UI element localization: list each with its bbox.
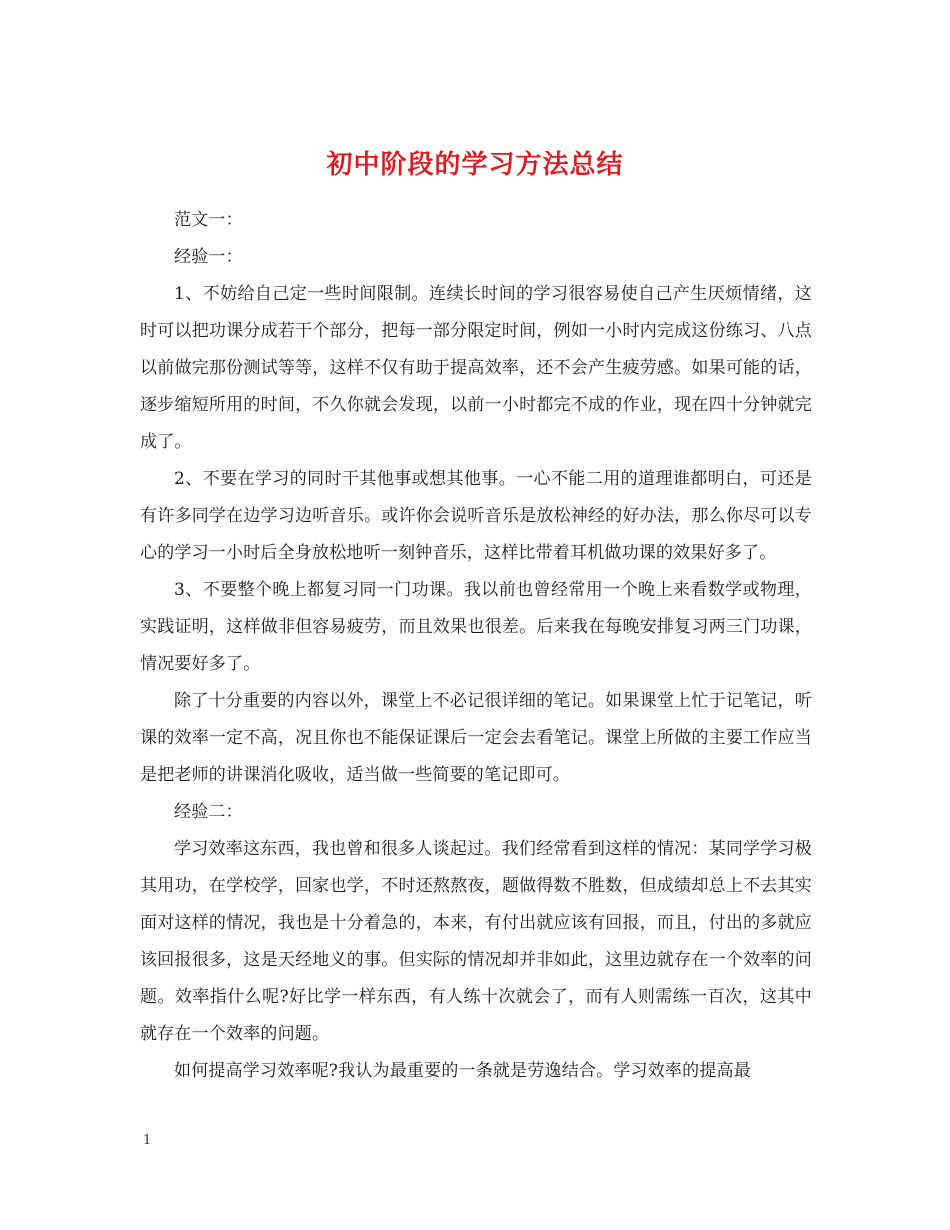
paragraph-efficiency: 学习效率这东西，我也曾和很多人谈起过。我们经常看到这样的情况：某同学学习极其用功，在学校学，回家也学，不时还熬熬夜，题做得数不胜数，但成绩却总上不去其实面对这样的情况，我也是十分着急的，本来，有付出就应该有回报，而且，付出的多就应该回报很多，这是天经地义的事。但实际的情况却并非如此，这里边就存在一个效率的问题。效率指什么呢?好比学一样东西，有人练十次就会了，而有人则需练一百次，这其中就存在一个效率的问题。 (140, 839, 812, 1044)
page-number: 1 (143, 1133, 152, 1148)
paragraph-time-limit: 1、不妨给自己定一些时间限制。连续长时间的学习很容易使自己产生厌烦情绪，这时可以把功课分成若干个部分，把每一部分限定时间，例如一小时内完成这份练习、八点以前做完那份测试等等，这样不仅有助于提高效率，还不会产生疲劳感。如果可能的话，逐步缩短所用的时间，不久你就会发现，以前一小时都完不成的作业，现在四十分钟就完成了。 (140, 284, 812, 452)
paragraph-experience-two-heading: 经验二： (174, 802, 243, 822)
document-body (140, 202, 812, 1090)
paragraph-improve-efficiency: 如何提高学习效率呢?我认为最重要的一条就是劳逸结合。学习效率的提高最 (174, 1061, 751, 1081)
document-title: 初中阶段的学习方法总结 (326, 150, 624, 181)
paragraph-sample-heading: 范文一： (174, 210, 243, 230)
paragraph-focus: 2、不要在学习的同时干其他事或想其他事。一心不能二用的道理谁都明白，可还是有许多同学在边学习边听音乐。或许你会说听音乐是放松神经的好办法，那么你尽可以专心的学习一小时后全身放松地听一刻钟音乐，这样比带着耳机做功课的效果好多了。 (140, 469, 812, 563)
paragraph-note-taking: 除了十分重要的内容以外，课堂上不必记很详细的笔记。如果课堂上忙于记笔记，听课的效率一定不高，况且你也不能保证课后一定会去看笔记。课堂上所做的主要工作应当是把老师的讲课消化吸收，适当做一些简要的笔记即可。 (140, 691, 812, 785)
paragraph-experience-one-heading: 经验一： (174, 247, 243, 267)
paragraph-subject-rotation: 3、不要整个晚上都复习同一门功课。我以前也曾经常用一个晚上来看数学或物理，实践证明，这样做非但容易疲劳，而且效果也很差。后来我在每晚安排复习两三门功课，情况要好多了。 (140, 580, 812, 674)
